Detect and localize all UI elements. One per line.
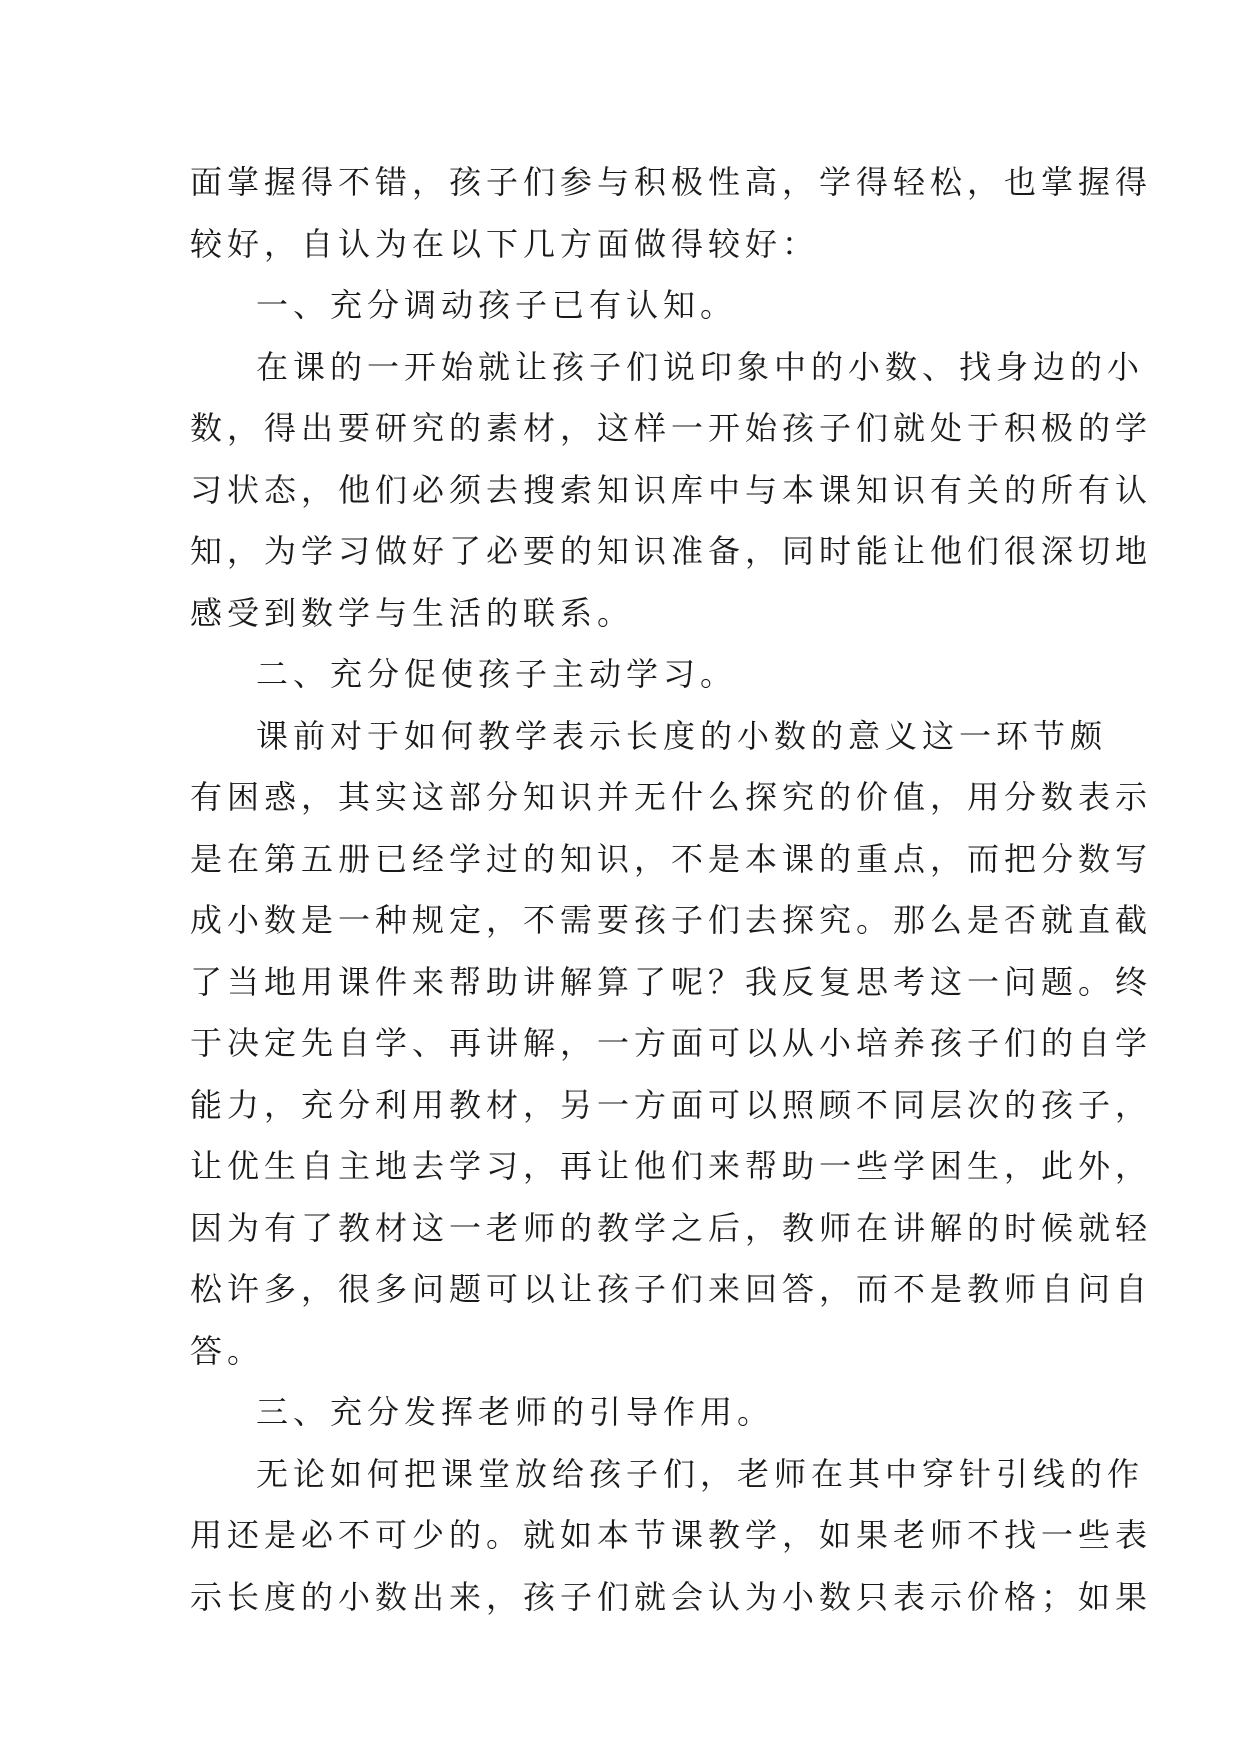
text-line: 松许多，很多问题可以让孩子们来回答，而不是教师自问自 (190, 1270, 1153, 1308)
text-line: 于决定先自学、再讲解，一方面可以从小培养孩子们的自学 (190, 1024, 1153, 1062)
text-line: 让优生自主地去学习，再让他们来帮助一些学困生，此外， (190, 1147, 1153, 1185)
section-heading: 三、充分发挥老师的引导作用。 (256, 1393, 775, 1431)
text-line: 能力，充分利用教材，另一方面可以照顾不同层次的孩子， (190, 1085, 1153, 1124)
text-line: 成小数是一种规定，不需要孩子们去探究。那么是否就直截 (190, 901, 1153, 939)
text-line: 面掌握得不错，孩子们参与积极性高，学得轻松，也掌握得 (190, 163, 1153, 201)
text-line: 感受到数学与生活的联系。 (190, 593, 635, 632)
text-line: 示长度的小数出来，孩子们就会认为小数只表示价格；如果 (190, 1577, 1153, 1616)
text-line: 是在第五册已经学过的知识，不是本课的重点，而把分数写 (190, 839, 1153, 878)
text-line: 了当地用课件来帮助讲解算了呢？我反复思考这一问题。终 (190, 962, 1153, 1001)
document-body (190, 152, 1153, 1628)
section-heading: 二、充分促使孩子主动学习。 (256, 655, 738, 693)
text-line: 知，为学习做好了必要的知识准备，同时能让他们很深切地 (190, 532, 1153, 570)
text-line: 因为有了教材这一老师的教学之后，教师在讲解的时候就轻 (190, 1208, 1153, 1247)
text-line: 课前对于如何教学表示长度的小数的意义这一环节颇 (256, 716, 1108, 755)
text-line: 无论如何把课堂放给孩子们，老师在其中穿针引线的作 (256, 1454, 1145, 1493)
text-line: 在课的一开始就让孩子们说印象中的小数、找身边的小 (256, 347, 1145, 386)
text-line: 有困惑，其实这部分知识并无什么探究的价值，用分数表示 (190, 778, 1153, 816)
text-line: 较好，自认为在以下几方面做得较好： (190, 224, 820, 263)
text-line: 答。 (190, 1331, 265, 1370)
section-heading: 一、充分调动孩子已有认知。 (256, 286, 738, 324)
text-line: 用还是必不可少的。就如本节课教学，如果老师不找一些表 (190, 1516, 1153, 1554)
text-line: 习状态，他们必须去搜索知识库中与本课知识有关的所有认 (190, 470, 1153, 509)
text-line: 数，得出要研究的素材，这样一开始孩子们就处于积极的学 (190, 409, 1153, 447)
